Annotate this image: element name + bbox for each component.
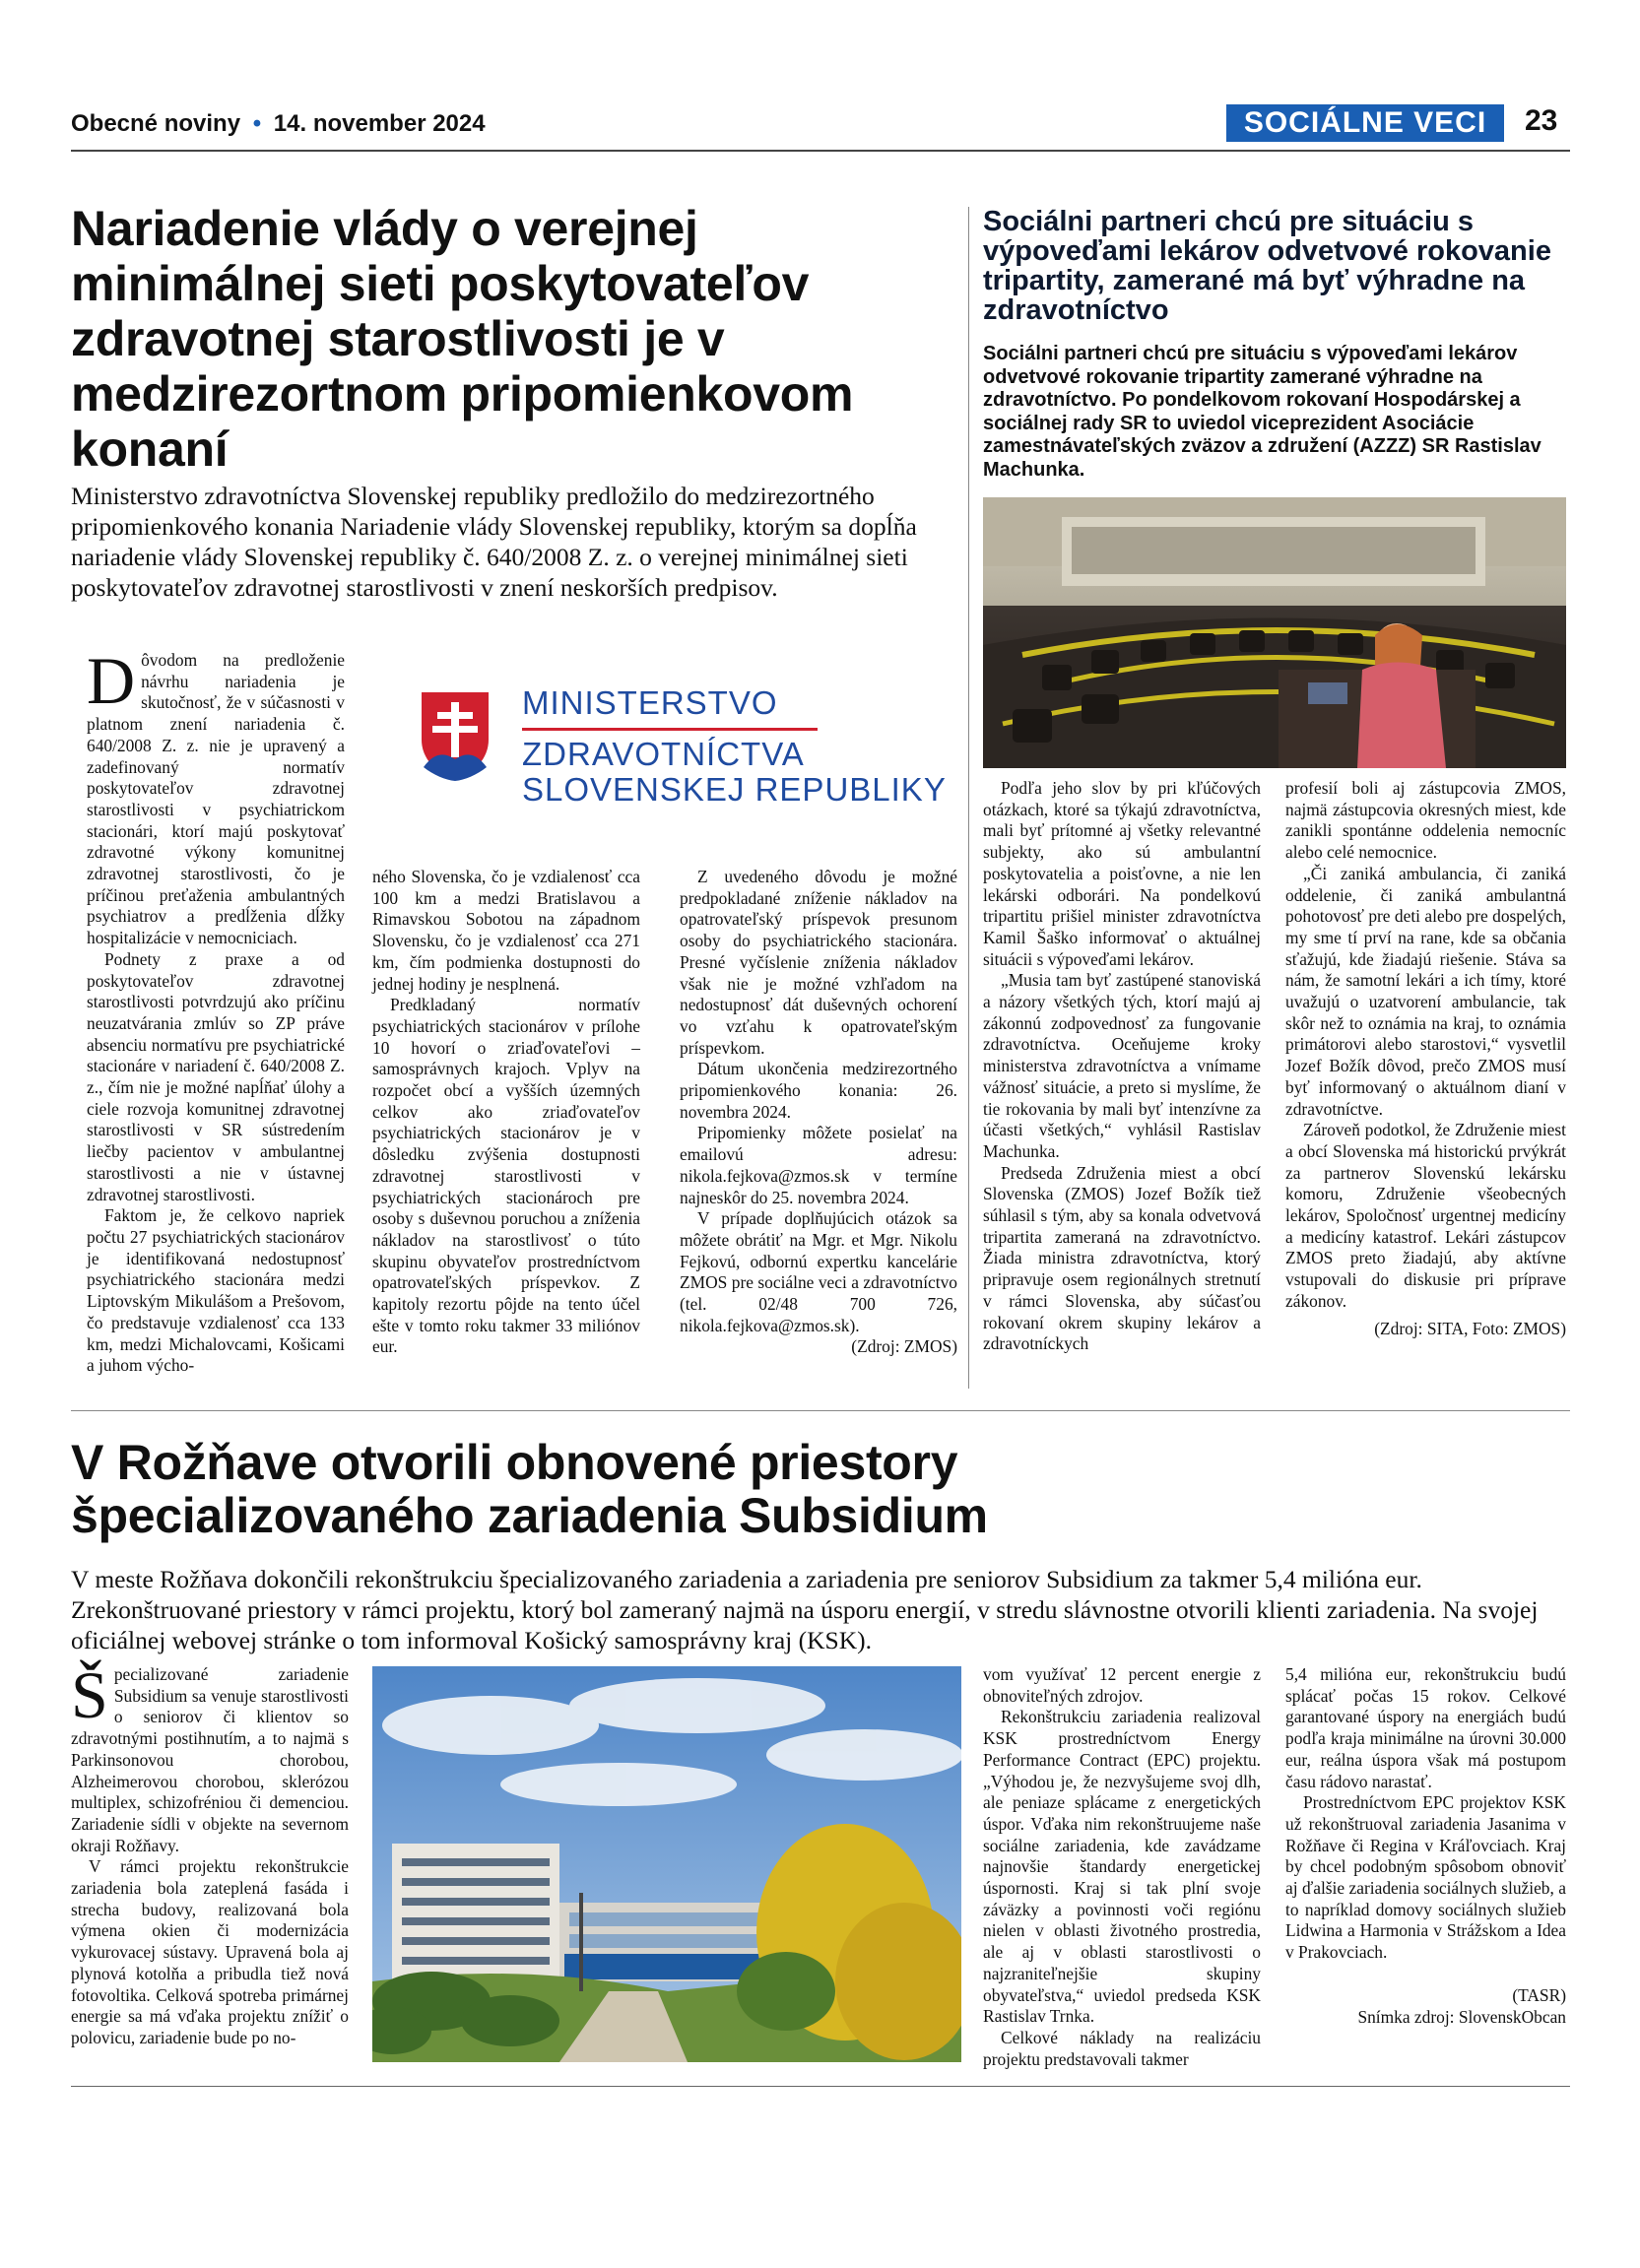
paragraph: V prípade doplňujúcich otázok sa môžete obrátiť na Mgr. et Mgr. Nikolu Fejkovú, odbornú expertku kancelárie ZMOS pre sociálne veci a zdravotníctvo (tel. 02/48 700 726, nikola.fejkova@zmos.sk). bbox=[680, 1208, 957, 1335]
issue-date: 14. november 2024 bbox=[273, 110, 486, 137]
dropcap: Š bbox=[71, 1657, 108, 1732]
source-credit: (Zdroj: ZMOS) bbox=[851, 1336, 957, 1357]
paragraph: Prostredníctvom EPC projektov KSK už rekonštruoval zariadenia Jasanima v Rožňave či Regina v Kráľovciach. Kraj by chcel podobným spôsobom obnoviť aj ďalšie zariadenia sociálnych služieb, a to napríklad domovy sociálnych služieb Lidwina a Harmonia v Strážskom a Idea v Prakovciach. bbox=[1285, 1792, 1566, 1963]
ministry-logo bbox=[414, 684, 947, 822]
paragraph: vom využívať 12 percent energie z obnoviteľných zdrojov. bbox=[983, 1664, 1261, 1706]
paragraph: pecializované zariadenie Subsidium sa venuje starostlivosti o seniorov či klientov so zdravotnými postihnutím, a to najmä s Parkinsonovou chorobou, Alzheimerovou chorobou, sklerózou multiplex, schizofréniou či demenciou. Zariadenie sídli v objekte na severnom okraji Rožňavy. bbox=[71, 1664, 349, 1855]
subsidium-building-photo bbox=[372, 1666, 961, 2062]
paragraph: Pripomienky môžete posielať na emailovú adresu: nikola.fejkova@zmos.sk v termíne najneskôr do 25. novembra 2024. bbox=[680, 1123, 957, 1207]
ministry-logo-line3: SLOVENSKEJ REPUBLIKY bbox=[522, 771, 947, 808]
paragraph: ného Slovenska, čo je vzdialenosť cca 100 km a medzi Bratislavou a Rimavskou Sobotou na západnom Slovensku, čo je vzdialenosť cca 271 km, čím podmienka dostupnosti do jednej hodiny je nesplnená. bbox=[372, 867, 640, 994]
article3-column-3 bbox=[1285, 1664, 1566, 2028]
separator-bullet: • bbox=[252, 110, 262, 137]
article3-headline bbox=[71, 1436, 1570, 1542]
article2-lead: Sociálni partneri chcú pre situáciu s výpoveďami lekárov odvetvové rokovanie tripartity zamerané výhradne na zdravotníctvo. Po pondelkovom rokovaní Hospodárskej a sociálnej rady SR to uviedol viceprezident Asociácie zamestnávateľských zväzov a združení (AZZZ) SR Rastislav Machunka. bbox=[983, 343, 1542, 481]
page-number: 23 bbox=[1525, 104, 1558, 137]
article2-column-1 bbox=[983, 778, 1261, 1355]
slovak-coat-of-arms-icon bbox=[414, 684, 496, 787]
article3-column-1 bbox=[71, 1657, 349, 2049]
paragraph: Zároveň podotkol, že Združenie miest a obcí Slovenska má historickú prvýkrát za partnerov Slovenskú lekársku komoru, Združenie všeobecných lekárov, Spoločnosť urgentnej medicíny a medicíny katastrof. Lekári zástupcov ZMOS preto žiadajú, aby aktívne vstupovali do diskusie pri príprave zákonov. bbox=[1285, 1120, 1566, 1311]
headline-line-1: V Rožňave otvorili obnovené priestory bbox=[71, 1435, 958, 1490]
paragraph: Faktom je, že celkovo napriek počtu 27 psychiatrických stacionárov je identifikovaná nedostupnosť psychiatrického stacionára medzi Liptovským Mikulášom a Prešovom, čo predstavuje vzdialenosť cca 133 km, medzi Michalovcami, Košicami a juhom výcho- bbox=[87, 1205, 345, 1376]
header-rule bbox=[71, 150, 1570, 152]
paragraph: Predseda Združenia miest a obcí Slovenska (ZMOS) Jozef Božík tiež súhlasil s tým, aby sa konala odvetvová tripartita zameraná na zdravotníctvo. Žiada ministra zdravotníctva, ktorý pripravuje osem regionálnych stretnutí v rámci Slovenska, aby súčasťou rokovaní okrem skupiny lekárov a zdravotníckych bbox=[983, 1162, 1261, 1354]
paragraph: profesií boli aj zástupcovia ZMOS, najmä zástupcovia okresných miest, kde zanikli spontánne oddelenia nemocníc alebo celé nemocnice. bbox=[1285, 778, 1566, 863]
article2-column-2 bbox=[1285, 778, 1566, 1339]
section-divider bbox=[71, 1410, 1570, 1411]
footer-rule bbox=[71, 2086, 1570, 2087]
article3-lead: V meste Rožňava dokončili rekonštrukciu špecializovaného zariadenia a zariadenia pre seniorov Subsidium za takmer 5,4 milióna eur. Zrekonštruované priestory v rámci projektu, ktorý bol zameraný najmä na úsporu energií, v stredu slávnostne otvorili klienti zariadenia. Na svojej oficiálnej webovej stránke o tom informoval Košický samosprávny kraj (KSK). bbox=[71, 1565, 1539, 1654]
article1-lead: Ministerstvo zdravotníctva Slovenskej republiky predložilo do medzirezortného pripomienkového konania Nariadenie vlády Slovenskej republiky, ktorým sa dopĺňa nariadenie vlády Slovenskej republiky č. 640/2008 Z. z. o verejnej minimálnej sieti poskytovateľov zdravotnej starostlivosti v znení neskorších predpisov. bbox=[71, 482, 917, 602]
ministry-logo-line1: MINISTERSTVO bbox=[522, 684, 778, 721]
publication-name: Obecné noviny bbox=[71, 110, 241, 137]
paragraph: Predkladaný normatív psychiatrických stacionárov v prílohe 10 hovorí o zriaďovateľovi – samosprávnych krajoch. Vplyv na rozpočet obcí a vyšších územných celkov ako zriaďovateľov psychiatrických stacionárov je v dôsledku zvýšenia dostupnosti zdravotnej starostlivosti v psychiatrických stacionároch pre osoby s duševnou poruchou a zníženia nákladov na starostlivosť o túto skupinu obyvateľov prostredníctvom opatrovateľských príspevkov. Z kapitoly rezortu pôjde na tento účel ešte v tomto roku takmer 33 miliónov eur. bbox=[372, 995, 640, 1357]
paragraph: Podľa jeho slov by pri kľúčových otázkach, ktoré sa týkajú zdravotníctva, mali byť prítomné aj všetky relevantné subjekty, ako sú ambulantní poskytovatelia a poisťovne, a nie len lekárski odborári. Na pondelkovú tripartitu prišiel minister zdravotníctva Kamil Šaško informovať o aktuálnej situácii s výpoveďami lekárov. bbox=[983, 778, 1261, 969]
section-badge bbox=[1226, 104, 1504, 142]
paragraph: „Či zaniká ambulancia, či zaniká oddelenie, či zaniká ambulantná pohotovosť pre deti alebo pre dospelých, my sme tí prví na rane, kde sa občania sťažujú, kde žiadajú riešenie. Stáva sa nám, že samotní lekári a ich tímy, ktoré uvažujú o uzatvorení ambulancie, tak skôr než to oznámia na kraj, to oznámia primátorovi alebo starostovi,“ vysvetlil Jozef Božík dôvod, prečo ZMOS musí byť informovaný o aktuálnom dianí v zdravotníctve. bbox=[1285, 863, 1566, 1119]
article3-column-2 bbox=[983, 1664, 1261, 2070]
article1-column-1 bbox=[87, 643, 345, 1377]
paragraph: Dátum ukončenia medzirezortného pripomienkového konania: 26. novembra 2024. bbox=[680, 1059, 957, 1122]
paragraph: ôvodom na predloženie návrhu nariadenia je skutočnosť, že v súčasnosti v platnom znení nariadenia č. 640/2008 Z. z. nie je upravený a zadefinovaný normatív poskytovateľov zdravotnej starostlivosti v psychiatrickom stacionári, ktorí majú poskytovať zdravotné výkony komunitnej zdravotnej starostlivosti, čo je príčinou preťaženia ambulantných psychiatrov a predĺženia dĺžky hospitalizácie v nemocniciach. bbox=[87, 650, 345, 948]
tripartite-meeting-photo bbox=[983, 497, 1566, 768]
source-credit: (Zdroj: SITA, Foto: ZMOS) bbox=[1374, 1318, 1566, 1338]
paragraph: 5,4 milióna eur, rekonštrukciu budú splácať počas 15 rokov. Celkové garantované úspory na energiách budú podľa kraja minimálne na úrovni 30.000 eur, reálna úspora však má postupom času rádovo narastať. bbox=[1285, 1664, 1566, 1791]
article1-column-3 bbox=[680, 867, 957, 1358]
article2-headline: Sociálni partneri chcú pre situáciu s výpoveďami lekárov odvetvové rokovanie tripartity, zamerané má byť výhradne na zdravotníctvo bbox=[983, 206, 1551, 326]
paragraph: Z uvedeného dôvodu je možné predpokladané zníženie nákladov na opatrovateľský príspevok presunom osoby do psychiatrického stacionára. Presné vyčíslenie zníženia nákladov však nie je možné vzhľadom na nedostupnosť dát duševných ochorení vo vzťahu k opatrovateľským príspevkom. bbox=[680, 867, 957, 1058]
paragraph: Rekonštrukciu zariadenia realizoval KSK prostredníctvom Energy Performance Contract (EPC) projektu. „Výhodou je, že nezvyšujeme svoj dlh, ale peniaze splácame z energetických úspor. Vďaka nim rekonštruujeme naše sociálne zariadenia, kde zavádzame najnovšie štandardy energetickej úspornosti. Kraj si tak plní svoje záväzky a povinnosti voči regiónu nielen v oblasti životného prostredia, ale aj v oblasti starostlivosti o najzraniteľnejšie skupiny obyvateľstva,“ uviedol predseda KSK Rastislav Trnka. bbox=[983, 1707, 1261, 2027]
photo-credit: Snímka zdroj: SlovenskObcan bbox=[1357, 2006, 1566, 2027]
paragraph: Podnety z praxe a od poskytovateľov zdravotnej starostlivosti potvrdzujú ako príčinu neuzatvárania zmlúv so ZP práve absenciu normatívu pre psychiatrické stacionáre v nariadení č. 640/2008 Z. z., čím nie je možné napĺňať úlohy a ciele rozvoja komunitnej zdravotnej starostlivosti v SR sústredením liečby pacientov v ambulantnej starostlivosti a nie v ústavnej zdravotnej starostlivosti. bbox=[87, 948, 345, 1204]
paragraph: V rámci projektu rekonštrukcie zariadenia bola zateplená fasáda i strecha budovy, realizovaná bola výmena okien či modernizácia vykurovacej sústavy. Upravená bola aj plynová kotolňa a pribudla tiež nová fotovoltika. Celková spotreba primárnej energie sa má vďaka projektu znížiť o polovicu, zariadenie bude po no- bbox=[71, 1856, 349, 2047]
article1-headline: Nariadenie vlády o verejnej minimálnej sieti poskytovateľov zdravotnej starostlivosti je v medzirezortnom pripomienkovom konaní bbox=[71, 201, 854, 477]
source-credit: (TASR) bbox=[1512, 1984, 1566, 2005]
article1-column-2 bbox=[372, 867, 640, 1358]
meeting-room-image bbox=[983, 497, 1566, 768]
ministry-logo-line2: ZDRAVOTNÍCTVA bbox=[522, 736, 805, 772]
dropcap: D bbox=[87, 643, 136, 718]
building-image bbox=[372, 1666, 961, 2062]
paragraph: Celkové náklady na realizáciu projektu predstavovali takmer bbox=[983, 2027, 1261, 2069]
section-label: SOCIÁLNE VECI bbox=[1243, 106, 1487, 139]
headline-line-2: špecializovaného zariadenia Subsidium bbox=[71, 1488, 988, 1543]
masthead bbox=[71, 110, 486, 138]
column-divider bbox=[968, 207, 969, 1389]
paragraph: „Musia tam byť zastúpené stanoviská a názory všetkých tých, ktorí majú aj zákonnú zodpovednosť za fungovanie zdravotníctva. Oceňujeme kroky ministerstva zdravotníctva a vnímame vážnosť situácie, a preto si myslíme, že tie rokovania by mali byť intenzívne za účasti všetkých,“ vyhlásil Rastislav Machunka. bbox=[983, 970, 1261, 1161]
logo-divider bbox=[522, 728, 818, 731]
